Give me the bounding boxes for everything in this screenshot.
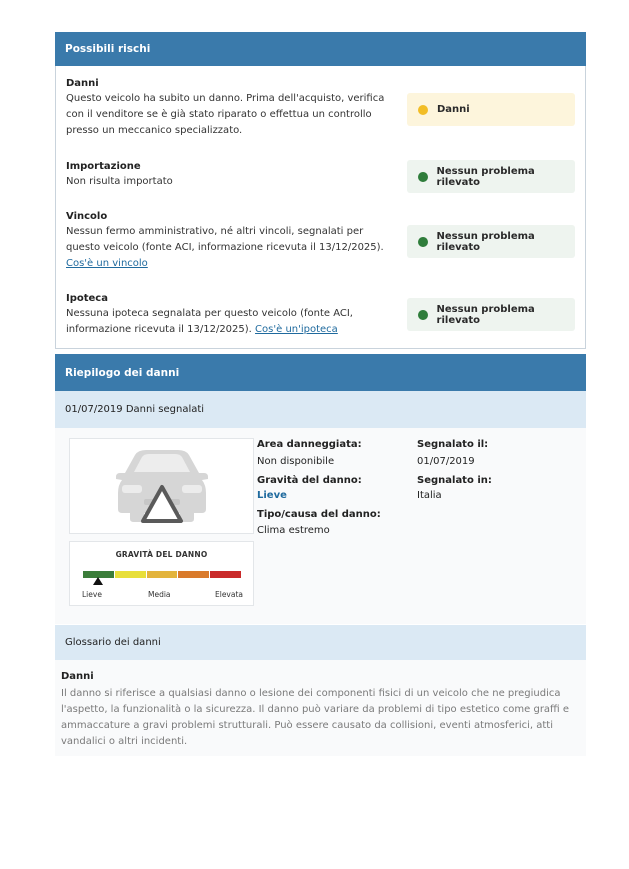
cause-value: Clima estremo [257,525,330,536]
reported-in-value: Italia [417,490,442,501]
glossary-body [55,660,586,756]
severity-value: Lieve [257,490,287,501]
severity-pointer-icon [93,577,103,585]
area-label: Area danneggiata: [257,439,362,450]
cause-label: Tipo/causa del danno: [257,509,381,520]
risk-description [66,224,396,272]
risk-title: Ipoteca [66,293,108,304]
severity-scale-title: GRAVITÀ DEL DANNO [115,550,208,559]
risk-description-text: Nessun fermo amministrativo, né altri vincoli, segnalati per questo veicolo (fonte ACI, informazione ricevuta il 13/12/2025). [66,226,384,253]
risk-title: Importazione [66,161,141,172]
risk-item-ipoteca [66,292,575,342]
status-badge-label: Nessun problema rilevato [436,165,535,188]
reported-on-value: 01/07/2019 [417,456,475,467]
status-badge [407,93,575,126]
damage-detail [55,428,586,624]
ipoteca-info-link[interactable]: Cos'è un'ipoteca [255,324,338,335]
warning-dot-icon [418,105,428,115]
damage-date-row [55,391,586,428]
risk-item-danni [66,77,575,143]
severity-segment-2 [115,571,146,578]
severity-scale-bar [83,571,241,578]
status-badge-label: Danni [437,104,470,115]
glossary-title: Glossario dei danni [65,637,161,648]
area-value: Non disponibile [257,456,335,467]
summary-header [55,354,586,391]
risk-title: Danni [66,78,99,89]
risks-title: Possibili rischi [65,43,151,55]
severity-scale [69,541,254,606]
reported-on-label: Segnalato il: [417,439,489,450]
glossary-term: Danni [61,671,94,682]
summary-title: Riepilogo dei danni [65,366,180,379]
risk-description [66,306,396,338]
status-badge [407,225,575,258]
risk-description: Questo veicolo ha subito un danno. Prima dell'acquisto, verifica con il venditore se è già stato riparato o effettua un controllo presso un meccanico specializzato. [66,93,385,136]
status-badge-label: Nessun problema rilevato [436,303,535,326]
severity-label: Gravità del danno: [257,475,362,486]
risks-header [55,32,586,66]
car-warning-icon [70,439,253,533]
damage-date-label: 01/07/2019 Danni segnalati [65,404,205,415]
vincolo-info-link[interactable]: Cos'è un vincolo [66,258,148,269]
glossary-header [55,625,586,660]
ok-dot-icon [418,310,428,320]
ok-dot-icon [418,172,428,182]
ok-dot-icon [418,237,428,247]
risk-item-vincolo [66,210,575,274]
severity-label-medium: Media [148,590,171,599]
status-badge [407,298,575,331]
car-image-box [69,438,254,534]
risk-item-importazione [66,160,575,196]
risk-description: Non risulta importato [66,176,173,187]
severity-label-high: Elevata [215,590,244,599]
risk-title: Vincolo [66,211,108,222]
severity-label-low: Lieve [82,590,102,599]
status-badge [407,160,575,193]
glossary-definition: Il danno si riferisce a qualsiasi danno o lesione dei componenti fisici di un veicolo che ne pregiudica l'aspetto, la funzionalità o la sicurezza. Il danno può variare da problemi di tipo estetico come graffi e ammaccature a gravi problemi strutturali. Può essere causato da collisioni, eventi atmosferici, atti vandalici o altri incidenti. [61,688,570,747]
reported-in-label: Segnalato in: [417,475,492,486]
severity-segment-5 [210,571,241,578]
risk-description-text: Nessuna ipoteca segnalata per questo veicolo (fonte ACI, informazione ricevuta il 13/12/2025). [66,308,353,335]
status-badge-label: Nessun problema rilevato [436,230,535,253]
severity-segment-3 [147,571,178,578]
severity-segment-4 [178,571,209,578]
risks-panel [55,32,586,349]
